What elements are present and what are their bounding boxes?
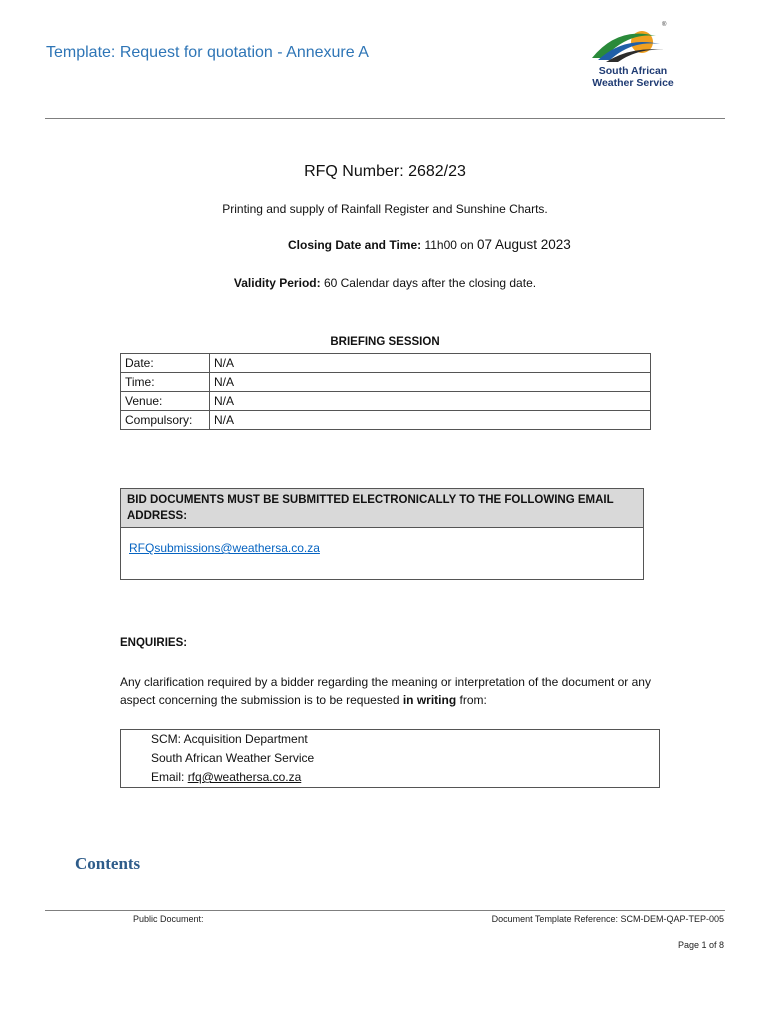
briefing-value: N/A: [210, 373, 651, 392]
enquiries-text-end: from:: [456, 693, 487, 707]
bid-submission-box: [120, 488, 644, 580]
table-row: [121, 411, 651, 430]
saws-logo: [578, 18, 686, 90]
briefing-key: Date:: [121, 354, 210, 373]
in-writing-emphasis: in writing: [402, 693, 457, 707]
closing-time: 11h00 on: [421, 238, 477, 252]
weather-swoosh-icon: [578, 18, 686, 68]
submission-email-link[interactable]: RFQsubmissions@weathersa.co.za: [129, 541, 320, 555]
document-header-title: Template: Request for quotation - Annexure A: [46, 44, 369, 61]
table-row: [121, 392, 651, 411]
rfq-description: Printing and supply of Rainfall Register and Sunshine Charts.: [222, 202, 548, 216]
contact-email-line: [121, 768, 659, 787]
rfq-number: RFQ Number: 2682/23: [304, 163, 466, 180]
footer-divider: [45, 910, 725, 911]
briefing-value: N/A: [210, 354, 651, 373]
svg-text:®: ®: [662, 22, 667, 28]
table-row: [121, 354, 651, 373]
contents-heading: Contents: [75, 854, 141, 873]
briefing-key: Time:: [121, 373, 210, 392]
closing-date: 07 August 2023: [476, 237, 571, 252]
header-divider: [45, 118, 725, 119]
enquiries-text: Any clarification required by a bidder regarding the meaning or interpretation of the document or any aspect concerning the submission is to be requested: [120, 675, 651, 707]
logo-text-line2: Weather Service: [592, 77, 674, 89]
briefing-key: Venue:: [121, 392, 210, 411]
validity-value: 60 Calendar days after the closing date.: [320, 276, 537, 290]
page-number: Page 1 of 8: [677, 940, 724, 950]
briefing-key: Compulsory:: [121, 411, 210, 430]
contact-organisation: South African Weather Service: [151, 751, 315, 765]
logo-text-line1: South African: [598, 65, 668, 77]
table-row: [121, 373, 651, 392]
footer-classification: Public Document:: [133, 914, 204, 924]
contact-department: SCM: Acquisition Department: [151, 732, 308, 746]
briefing-value: N/A: [210, 392, 651, 411]
briefing-session-title: BRIEFING SESSION: [330, 336, 440, 348]
contact-email-link[interactable]: rfq@weathersa.co.za: [187, 770, 302, 784]
briefing-session-table: [120, 353, 651, 430]
enquiries-heading: ENQUIRIES:: [120, 637, 188, 649]
contact-email-label: Email:: [151, 770, 188, 784]
enquiries-paragraph: [120, 673, 680, 709]
validity-period-line: [0, 276, 770, 290]
closing-date-line: [288, 237, 571, 252]
validity-label: Validity Period:: [233, 276, 321, 290]
contact-box: [120, 729, 660, 788]
closing-label: Closing Date and Time:: [288, 238, 422, 252]
bid-submission-heading: BID DOCUMENTS MUST BE SUBMITTED ELECTRONICALLY TO THE FOLLOWING EMAIL ADDRESS:: [121, 489, 643, 528]
briefing-value: N/A: [210, 411, 651, 430]
footer-template-reference: Document Template Reference: SCM-DEM-QAP-TEP-005: [491, 914, 724, 924]
